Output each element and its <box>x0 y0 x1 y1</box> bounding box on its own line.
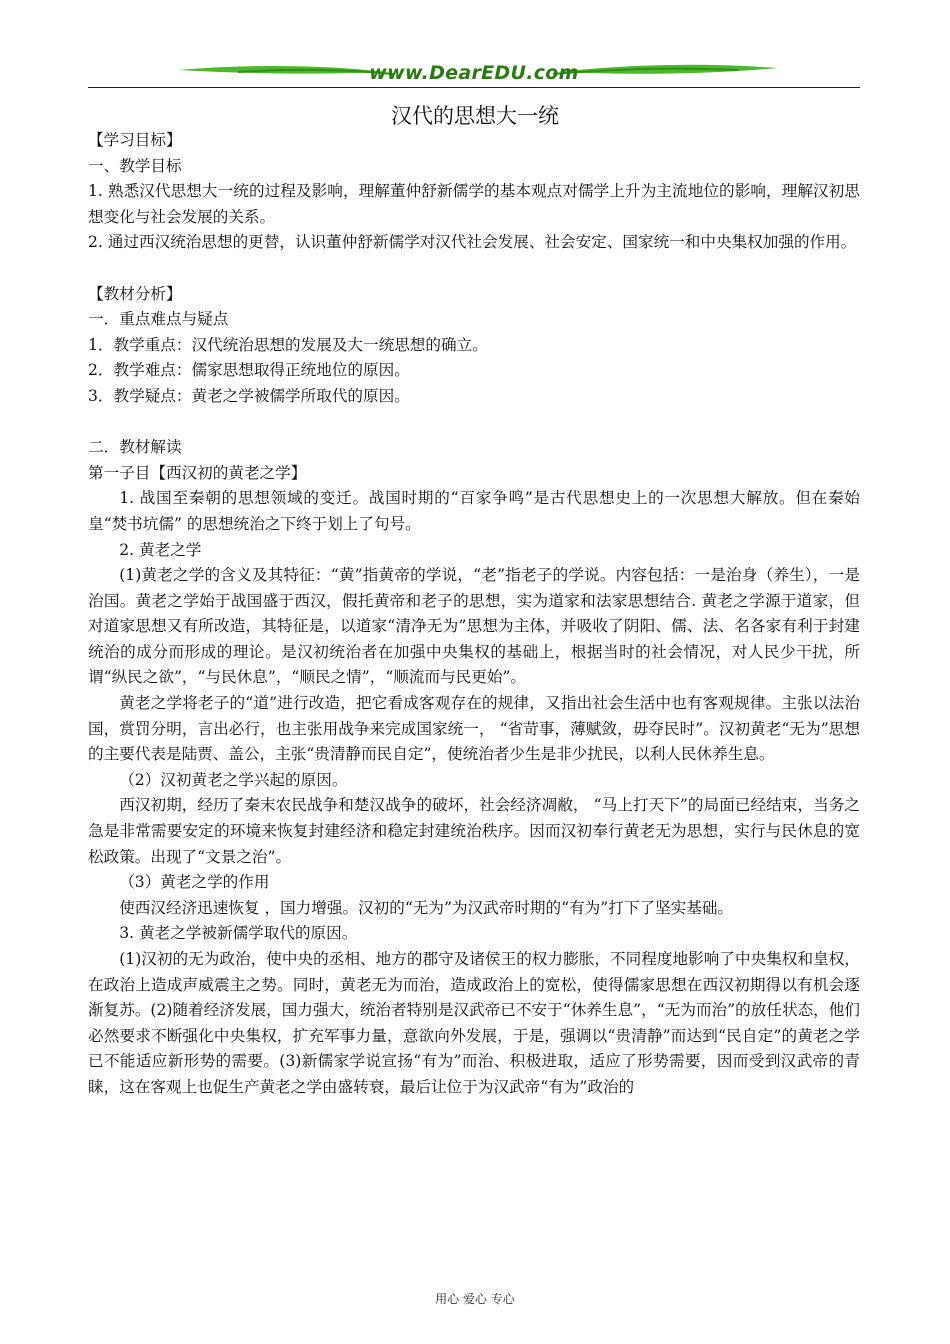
section-heading-analysis: 【教材分析】 <box>88 284 182 303</box>
key-point-3: 3．教学疑点：黄老之学被儒学所取代的原因。 <box>88 386 410 405</box>
paragraph: (1)汉初的无为政治，使中央的丞相、地方的郡守及诸侯王的权力膨胀，不同程度地影响了中央集权和皇权，在政治上造成声威震主之势。同时，黄老无为而治，造成政治上的宽松，使得儒家思想在西汉初期得以有机会逐渐复苏。(2)随着经济发展，国力强大，统治者特别是汉武帝已不安于“休养生息”，“无为而治”的放任状态，他们必然要求不断强化中央集权，扩充军事力量，意欲向外发展，于是，强调以“贵清静”而达到“民自定”的黄老之学已不能适应新形势的需要。(3)新儒家学说宣扬“有为”而治、积极进取，适应了形势需要，因而受到汉武帝的青睐，这在客观上也促生产黄老之学由盛转衰，最后让位于为汉武帝“有为”政治的 <box>88 950 860 1096</box>
paragraph: 1. 战国至秦朝的思想领域的变迁。战国时期的“百家争鸣”是古代思想史上的一次思想大解放。但在秦始皇“焚书坑儒” 的思想统治之下终于划上了句号。 <box>88 489 860 533</box>
paragraph: （3）黄老之学的作用 <box>119 873 270 892</box>
document-body <box>88 128 860 1101</box>
paragraph: 3. 黄老之学被新儒学取代的原因。 <box>119 924 358 943</box>
site-header <box>88 56 860 90</box>
paragraph: 使西汉经济迅速恢复 ，国力增强。汉初的“无为”为汉武帝时期的“有为”打下了坚实基础。 <box>119 898 734 917</box>
paragraph: 黄老之学将老子的“道”进行改造，把它看成客观存在的规律，又指出社会生活中也有客观规律。主张以法治国，赏罚分明，言出必行，也主张用战争来完成国家统一， “省苛事，薄赋敛，毋夺民时”。汉初黄老“无为”思想的主要代表是陆贾、盖公，主张“贵清静而民自定”，使统治者少生是非少扰民，以利人民休养生息。 <box>88 694 860 764</box>
key-point-2: 2．教学难点：儒家思想取得正统地位的原因。 <box>88 361 410 380</box>
paragraph: （2）汉初黄老之学兴起的原因。 <box>119 770 348 789</box>
paragraph: 西汉初期，经历了秦末农民战争和楚汉战争的破坏，社会经济凋敝， “马上打天下”的局面已经结束，当务之急是非常需要安定的环境来恢复封建经济和稳定封建统治秩序。因而汉初奉行黄老无为思想，实行与民休息的宽松政策。出现了“文景之治”。 <box>88 796 860 866</box>
subheading-interpretation: 二．教材解读 <box>88 438 182 457</box>
spacer <box>88 256 860 282</box>
paragraph: 2. 黄老之学 <box>119 540 202 559</box>
key-point-1: 1．教学重点：汉代统治思想的发展及大一统思想的确立。 <box>88 335 488 354</box>
page-title: 汉代的思想大一统 <box>391 104 559 128</box>
section-heading-goals: 【学习目标】 <box>88 131 182 149</box>
subheading-key-points: 一．重点难点与疑点 <box>88 310 229 329</box>
header-divider <box>88 87 860 88</box>
subheading-teaching-goals: 一、教学目标 <box>88 156 182 175</box>
subtopic-heading: 第一子目【西汉初的黄老之学】 <box>88 463 307 482</box>
goal-item-2: 2. 通过西汉统治思想的更替，认识董仲舒新儒学对汉代社会发展、社会安定、国家统一和中央集权加强的作用。 <box>88 233 857 252</box>
site-url[interactable]: www.DearEDU.com <box>369 62 579 84</box>
paragraph: (1)黄老之学的含义及其特征：“黄”指黄帝的学说，“老”指老子的学说。内容包括：一是治身（养生），一是治国。黄老之学始于战国盛于西汉，假托黄帝和老子的思想，实为道家和法家思想结合. 黄老之学源于道家，但对道家思想又有所改造，其特征是，以道家“清净无为”思想为主体，并吸收了阴阳、儒、法、名各家有利于封建统治的成分而形成的理论。是汉初统治者在加强中央集权的基础上，根据当时的社会情况，对人民少干扰，所谓“纵民之欲”，“与民休息”，“顺民之情”，“顺流而与民更始”。 <box>88 566 860 687</box>
goal-item-1: 1. 熟悉汉代思想大一统的过程及影响，理解董仲舒新儒学的基本观点对儒学上升为主流地位的影响，理解汉初思想变化与社会发展的关系。 <box>88 182 860 226</box>
page-footer: 用心 爱心 专心 <box>435 1292 515 1306</box>
spacer <box>88 410 860 436</box>
